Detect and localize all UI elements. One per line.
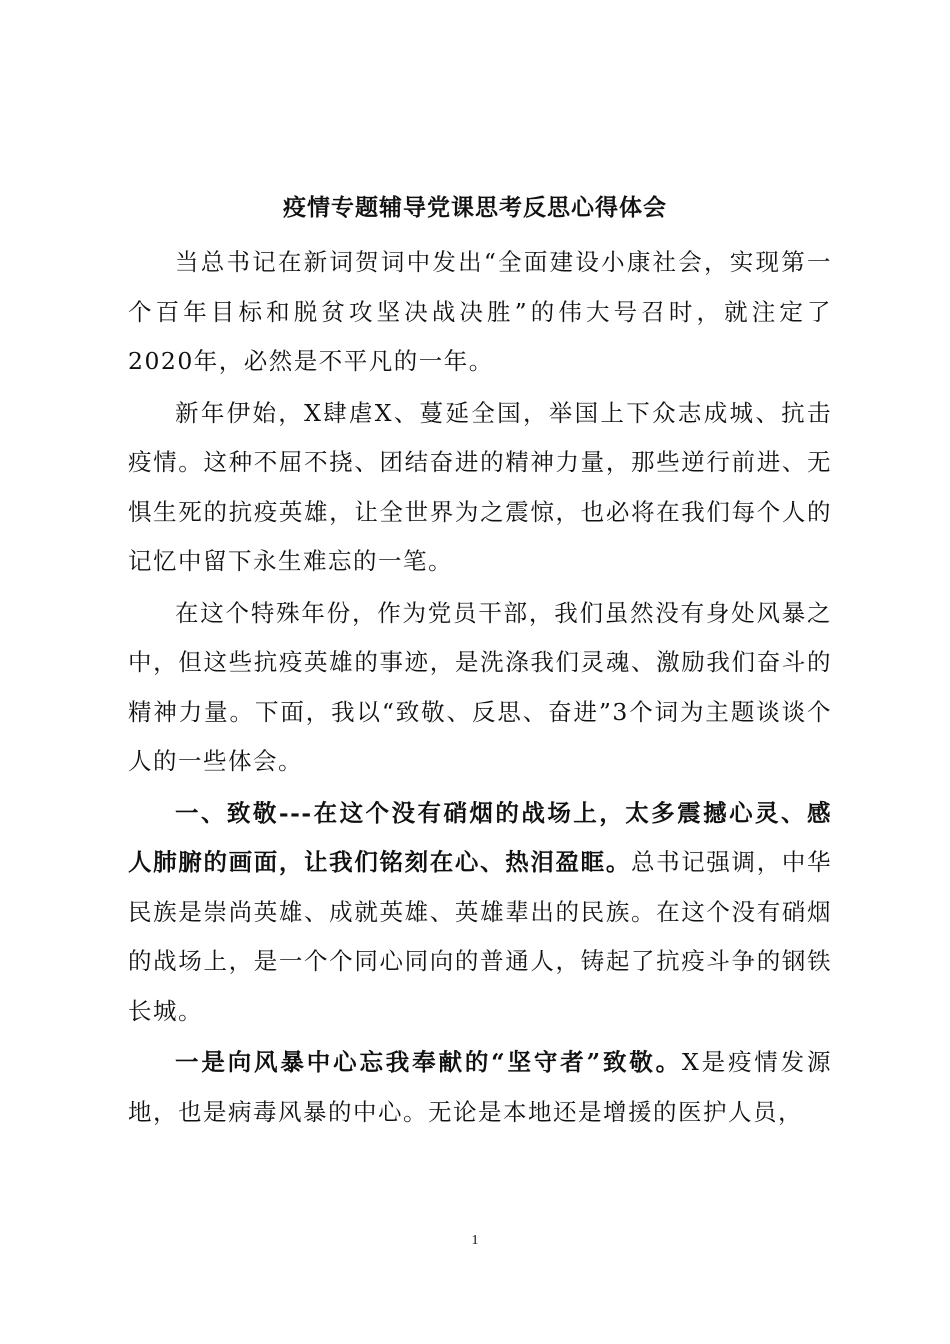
paragraph-3 [128, 589, 832, 787]
paragraph-2-text: 新年伊始，X肆虐X、蔓延全国，举国上下众志成城、抗击疫情。这种不屈不挠、团结奋进的精神力量，那些逆行前进、无惧生死的抗疫英雄，让全世界为之震惊，也必将在我们每个人的记忆中留下永生难忘的一笔。 [128, 398, 832, 575]
section-heading-salute: 一、致敬---在这个没有硝烟的战场上，太多震撼心灵、感人肺腑的画面，让我们铭刻在心、热泪盈眶。 [128, 798, 832, 876]
document-title: 疫情专题辅导党课思考反思心得体会 [283, 194, 667, 221]
document-body [128, 238, 832, 1137]
subheading-guardians: 一是向风暴中心忘我奉献的“坚守者”致敬。 [175, 1048, 683, 1076]
paragraph-4-text: 总书记强调，中华民族是崇尚英雄、成就英雄、英雄辈出的民族。在这个没有硝烟的战场上，是一个个同心同向的普通人，铸起了抗疫斗争的钢铁长城。 [128, 848, 833, 1025]
paragraph-5 [128, 1038, 832, 1137]
page-number: 1 [471, 1233, 479, 1248]
paragraph-1 [128, 238, 832, 387]
paragraph-3-text: 在这个特殊年份，作为党员干部，我们虽然没有身处风暴之中，但这些抗疫英雄的事迹，是洗涤我们灵魂、激励我们奋斗的精神力量。下面，我以“致敬、反思、奋进”3个词为主题谈谈个人的一些体会。 [128, 598, 832, 775]
paragraph-2 [128, 389, 832, 587]
paragraph-1-text: 当总书记在新词贺词中发出“全面建设小康社会，实现第一个百年目标和脱贫攻坚决战决胜”的伟大号召时，就注定了2020年，必然是不平凡的一年。 [128, 248, 832, 375]
paragraph-4 [128, 789, 832, 1037]
paragraph-5-text: X是疫情发源地，也是病毒风暴的中心。无论是本地还是增援的医护人员， [128, 1048, 832, 1126]
